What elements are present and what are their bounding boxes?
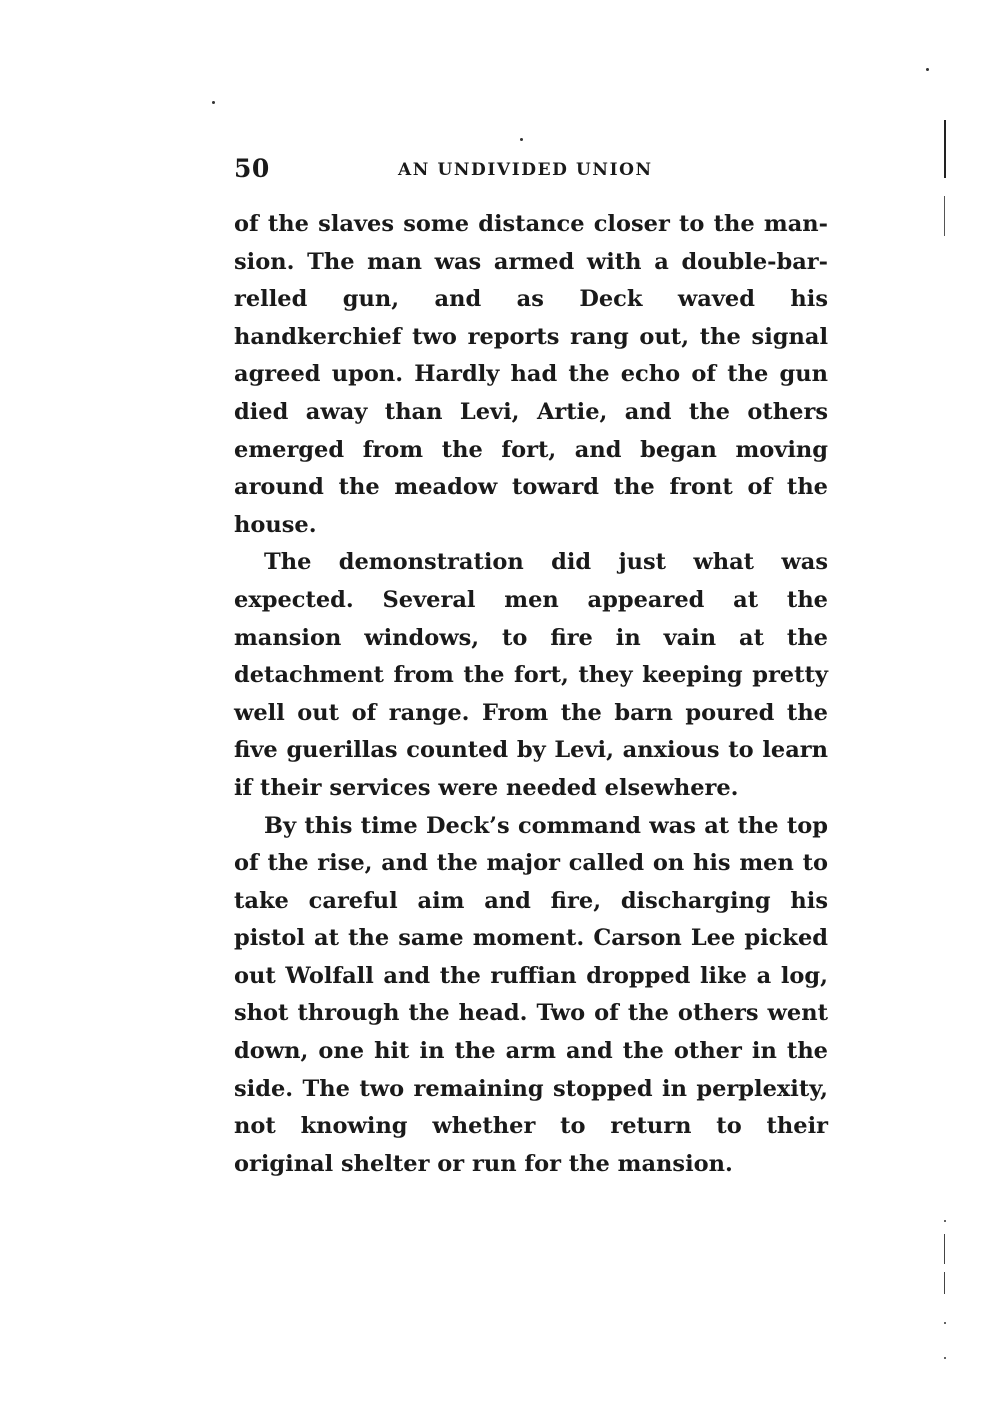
- page-number: 50: [234, 154, 270, 183]
- paragraph-2: The demonstration did just what was expected. Several men appeared at the mansion windows, to fire in vain at the detachment from the fort, they keeping pretty well out of range. From the barn poured the five guerillas counted by Levi, anxious to learn if their services were needed elsewhere.: [234, 549, 828, 801]
- running-title: AN UNDIVIDED UNION: [398, 160, 653, 180]
- scan-dot: [944, 1322, 946, 1324]
- scan-edge-mark: [944, 120, 946, 178]
- scan-dot: [944, 1220, 946, 1222]
- body-text: [234, 206, 828, 1183]
- scan-edge-mark: [944, 196, 945, 236]
- scan-dot: [212, 101, 215, 104]
- scan-dot: [926, 68, 929, 71]
- page-header: [234, 152, 828, 188]
- scan-edge-mark: [944, 1272, 945, 1294]
- paragraph-1: of the slaves some distance closer to the man-sion. The man was armed with a double-bar-relled gun, and as Deck waved his handkerchief two reports rang out, the signal agreed upon. Hardly had the echo of the gun died away than Levi, Artie, and the others emerged from the fort, and began moving around the meadow toward the front of the house.: [234, 211, 828, 538]
- scan-dot: [944, 1357, 946, 1359]
- scan-edge-mark: [944, 1234, 945, 1264]
- scan-dot: [520, 138, 523, 141]
- paragraph-3: By this time Deck’s command was at the top of the rise, and the major called on his men to take careful aim and fire, discharging his pistol at the same moment. Carson Lee picked out Wolfall and the ruffian dropped like a log, shot through the head. Two of the others went down, one hit in the arm and the other in the side. The two remaining stopped in perplexity, not knowing whether to return to their original shelter or run for the mansion.: [234, 812, 828, 1177]
